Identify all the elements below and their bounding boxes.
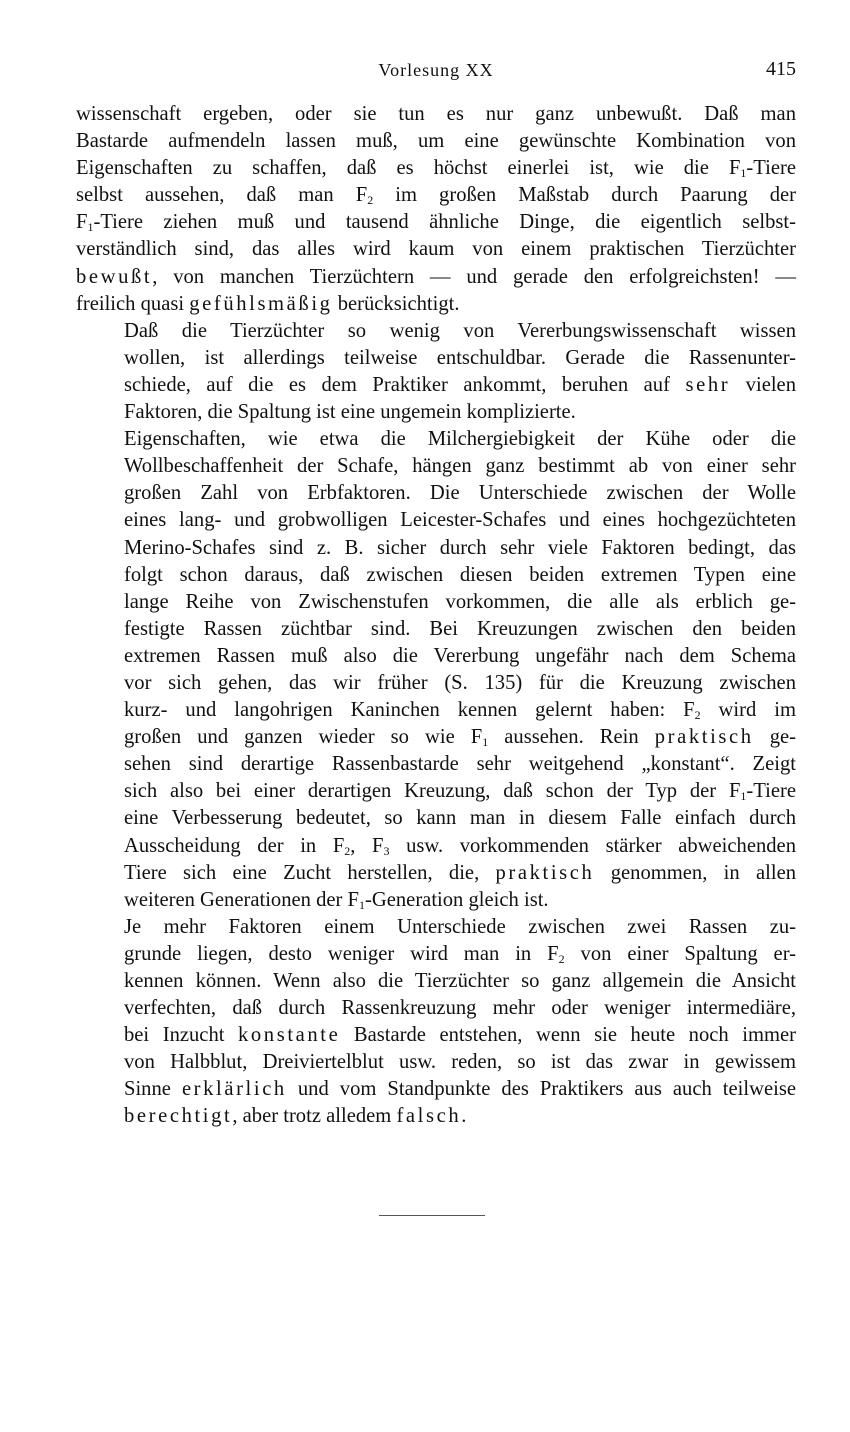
text-line [76, 345, 796, 372]
text-line [76, 399, 796, 426]
text-run: Bastarde aufmendeln lassen muß, um eine gewünschte Kombination von [76, 130, 796, 153]
text-run: -Generation gleich ist. [365, 888, 549, 911]
text-run: bei Inzucht [124, 1024, 239, 1047]
text-run: Wollbeschaffenheit der Schafe, hängen ganz bestimmt ab von einer sehr [124, 455, 796, 478]
text-run: , von manchen Tierzüchtern — und gerade den erfolgreichsten! — [152, 265, 796, 288]
text-run: festigte Rassen züchtbar sind. Bei Kreuzungen zwischen den beiden [124, 617, 796, 640]
emphasis-spaced: berechtigt [124, 1105, 233, 1128]
text-line [76, 724, 796, 751]
text-line [76, 751, 796, 778]
text-line [76, 182, 796, 209]
text-run: weiteren Generationen der F [124, 888, 360, 911]
subscript: 2 [558, 951, 565, 966]
text-run: , F [350, 834, 384, 857]
text-run: kennen können. Wenn also die Tierzüchter so ganz allgemein die Ansicht [124, 970, 796, 992]
subscript: 2 [344, 843, 351, 858]
text-run: Merino-Schafes sind z. B. sicher durch sehr viele Faktoren bedingt, das [124, 536, 796, 559]
text-line [76, 209, 796, 236]
emphasis-spaced: falsch [396, 1105, 462, 1128]
emphasis-spaced: sehr [685, 373, 731, 396]
text-run: von Halbblut, Dreiviertelblut usw. reden, so ist das zwar in gewissem [124, 1051, 796, 1074]
text-run: lange Reihe von Zwischenstufen vorkommen, die alle als erblich ge- [124, 590, 796, 613]
text-line [76, 101, 796, 128]
text-run: F [76, 211, 88, 234]
text-line [76, 643, 796, 670]
text-run: Eigenschaften, wie etwa die Milchergiebigkeit der Kühe oder die [124, 428, 796, 451]
text-run: schiede, auf die es dem Praktiker ankommt, beruhen auf [124, 373, 686, 396]
running-head [76, 60, 796, 88]
text-run: freilich quasi [76, 292, 190, 315]
text-line [76, 535, 796, 562]
text-run: Bastarde entstehen, wenn sie heute noch immer [340, 1024, 796, 1047]
text-run: extremen Rassen muß also die Vererbung ungefähr nach dem Schema [124, 644, 796, 667]
subscript: 1 [359, 897, 366, 912]
text-run: Ausscheidung der in F [124, 834, 345, 857]
text-run: Daß die Tierzüchter so wenig von Vererbungswissenschaft wissen [124, 319, 796, 342]
text-line [76, 805, 796, 832]
text-line [76, 1022, 796, 1049]
text-line [76, 860, 796, 887]
text-run: -Tiere ziehen muß und tausend ähnliche Dinge, die eigentlich selbst- [93, 211, 796, 234]
text-run: usw. vorkommenden stärker abweichenden [389, 834, 796, 857]
text-run: verfechten, daß durch Rassenkreuzung mehr oder weniger intermediäre, [124, 997, 796, 1020]
text-run: vielen [730, 373, 796, 396]
text-line [76, 1076, 796, 1103]
text-line [76, 480, 796, 507]
text-line [76, 507, 796, 534]
text-run: aussehen. Rein [488, 726, 655, 749]
text-run: von einer Spaltung er- [564, 942, 797, 965]
text-line [76, 914, 796, 941]
text-line [76, 995, 796, 1022]
text-line [76, 562, 796, 589]
text-line [76, 616, 796, 643]
text-line [76, 426, 796, 453]
text-line [76, 128, 796, 155]
text-run: und vom Standpunkte des Praktikers aus auch teilweise [286, 1078, 796, 1101]
text-run: folgt schon daraus, daß zwischen diesen beiden extremen Typen eine [124, 563, 796, 586]
text-line [76, 670, 796, 697]
text-line [76, 778, 796, 805]
text-line [76, 941, 796, 968]
subscript: 1 [740, 166, 747, 181]
page-number: 415 [766, 58, 796, 80]
text-run: großen und ganzen wieder so wie F [124, 726, 483, 749]
text-line [76, 291, 796, 318]
text-run: , aber trotz alledem [232, 1105, 397, 1128]
text-run: im großen Maßstab durch Paarung der [373, 184, 796, 207]
emphasis-spaced: praktisch [654, 726, 754, 749]
text-run: ge- [753, 726, 796, 749]
paragraph [76, 101, 796, 318]
text-run: eines lang- und grobwolligen Leicester-Schafes und eines hochgezüchteten [124, 509, 796, 532]
text-line [76, 887, 796, 914]
paragraph [76, 318, 796, 426]
subscript: 2 [694, 708, 701, 723]
text-line [76, 453, 796, 480]
text-run: grunde liegen, desto weniger wird man in F [124, 942, 559, 965]
subscript: 1 [482, 735, 489, 750]
text-line [76, 968, 796, 995]
text-line [76, 155, 796, 182]
chapter-title: Vorlesung XX [378, 60, 494, 80]
subscript: 1 [740, 789, 747, 804]
text-run: selbst aussehen, daß man F [76, 184, 368, 207]
text-run: sich also bei einer derartigen Kreuzung, daß schon der Typ der F [124, 780, 741, 803]
text-run: . [461, 1105, 467, 1128]
text-run: genommen, in allen [594, 861, 797, 884]
paragraph [76, 914, 796, 1131]
text-line [76, 589, 796, 616]
text-run: wird im [700, 699, 796, 722]
emphasis-spaced: konstante [238, 1024, 341, 1047]
subscript: 2 [367, 193, 374, 208]
text-line [76, 236, 796, 263]
text-run: berücksichtigt. [332, 292, 460, 315]
paragraph [76, 426, 796, 914]
text-line [76, 318, 796, 345]
text-run: Eigenschaften zu schaffen, daß es höchst einerlei ist, wie die F [76, 157, 741, 180]
text-run: wollen, ist allerdings teilweise entschuldbar. Gerade die Rassenunter- [124, 346, 796, 369]
text-run: Tiere sich eine Zucht herstellen, die, [124, 861, 496, 884]
body-text [76, 101, 796, 1131]
text-run: Je mehr Faktoren einem Unterschiede zwischen zwei Rassen zu- [124, 915, 796, 938]
text-run: eine Verbesserung bedeutet, so kann man in diesem Falle einfach durch [124, 807, 796, 830]
subscript: 3 [383, 843, 390, 858]
text-run: Faktoren, die Spaltung ist eine ungemein komplizierte. [124, 401, 576, 424]
text-run: -Tiere [746, 157, 796, 180]
text-line [76, 1103, 796, 1130]
end-rule [379, 1215, 485, 1216]
text-run: vor sich gehen, das wir früher (S. 135) für die Kreuzung zwischen [124, 671, 796, 694]
text-run: wissenschaft ergeben, oder sie tun es nur ganz unbewußt. Daß man [76, 103, 796, 125]
text-run: Sinne [124, 1078, 182, 1101]
subscript: 1 [87, 220, 94, 235]
emphasis-spaced: praktisch [495, 861, 595, 884]
text-line [76, 697, 796, 724]
emphasis-spaced: bewußt [76, 265, 153, 288]
text-run: großen Zahl von Erbfaktoren. Die Unterschiede zwischen der Wolle [124, 482, 796, 505]
text-run: verständlich sind, das alles wird kaum von einem praktischen Tierzüchter [76, 238, 796, 261]
emphasis-spaced: gefühlsmäßig [189, 292, 333, 315]
text-line [76, 1049, 796, 1076]
text-run: kurz- und langohrigen Kaninchen kennen gelernt haben: F [124, 699, 695, 722]
text-line [76, 372, 796, 399]
text-line [76, 264, 796, 291]
text-run: sehen sind derartige Rassenbastarde sehr weitgehend „konstant“. Zeigt [124, 753, 796, 776]
text-run: -Tiere [746, 780, 796, 803]
text-line [76, 833, 796, 860]
emphasis-spaced: erklärlich [181, 1078, 287, 1101]
